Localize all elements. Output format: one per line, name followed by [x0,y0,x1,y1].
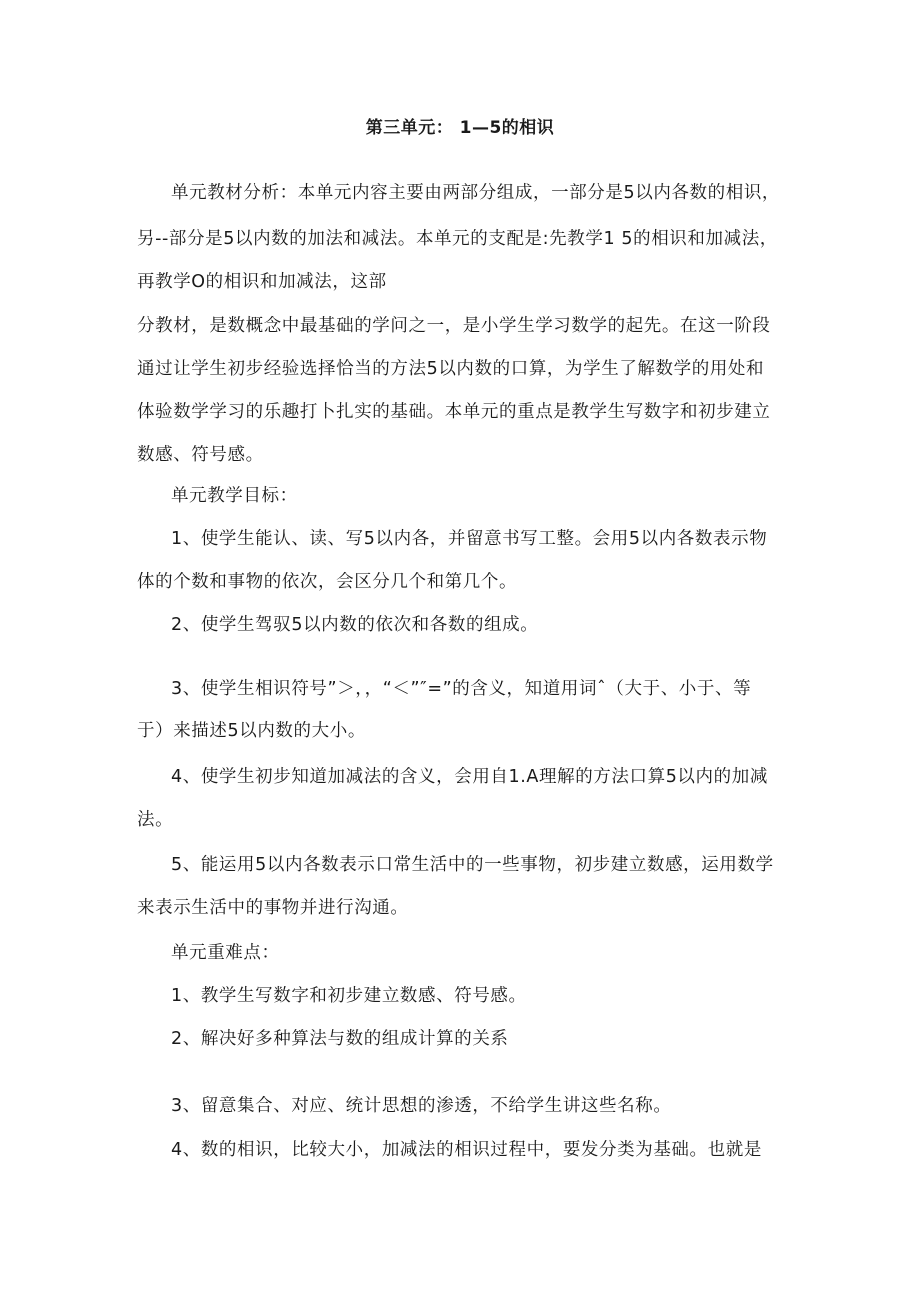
paragraph-line: 5、能运用5以内各数表示口常生活中的一些事物，初步建立数感，运用数学 [171,855,774,875]
paragraph-line: 于）来描述5以内数的大小。 [137,721,366,741]
paragraph-line: 分教材，是数概念中最基础的学问之一，是小学生学习数学的起先。在这一阶段 [137,316,771,336]
section-heading: 单元重难点： [171,943,280,963]
paragraph-line: 1、教学生写数字和初步建立数感、符号感。 [171,986,527,1006]
paragraph-line: 3、留意集合、对应、统计思想的渗透，不给学生讲这些名称。 [171,1096,672,1116]
page-title: 第三单元： 1—5的相识 [365,118,555,138]
paragraph-line: 法。 [137,810,174,830]
paragraph-line: 数感、符号感。 [137,445,264,465]
paragraph-line: 3、使学生相识符号”＞，，“＜”″=”的含义，知道用词ˆ（大于、小于、等 [171,679,752,699]
paragraph-line: 单元教材分析：本单元内容主要由两部分组成，一部分是5以内各数的相识， [171,183,781,203]
paragraph-line: 再教学O的相识和加减法，这部 [137,272,387,292]
paragraph-line: 4、使学生初步知道加减法的含义，会用自1.A理解的方法口算5以内的加减 [171,767,768,787]
paragraph-line: 来表示生活中的事物并进行沟通。 [137,898,409,918]
paragraph-line: 1、使学生能认、读、写5以内各，并留意书写工整。会用5以内各数表示物 [171,529,768,549]
paragraph-line: 另--部分是5以内数的加法和减法。本单元的支配是:先教学1 5的相识和加减法， [137,229,778,249]
paragraph-line: 4、数的相识，比较大小，加减法的相识过程中，要发分类为基础。也就是 [171,1140,762,1160]
paragraph-line: 通过让学生初步经验选择恰当的方法5以内数的口算，为学生了解数学的用处和 [137,359,765,379]
paragraph-line: 体的个数和事物的依次，会区分几个和第几个。 [137,572,518,592]
section-heading: 单元教学目标： [171,486,298,506]
paragraph-line: 2、解决好多种算法与数的组成计算的关系 [171,1029,509,1049]
paragraph-line: 体验数学学习的乐趣打卜扎实的基础。本单元的重点是教学生写数字和初步建立 [137,402,771,422]
paragraph-line: 2、使学生驾驭5以内数的依次和各数的组成。 [171,615,539,635]
